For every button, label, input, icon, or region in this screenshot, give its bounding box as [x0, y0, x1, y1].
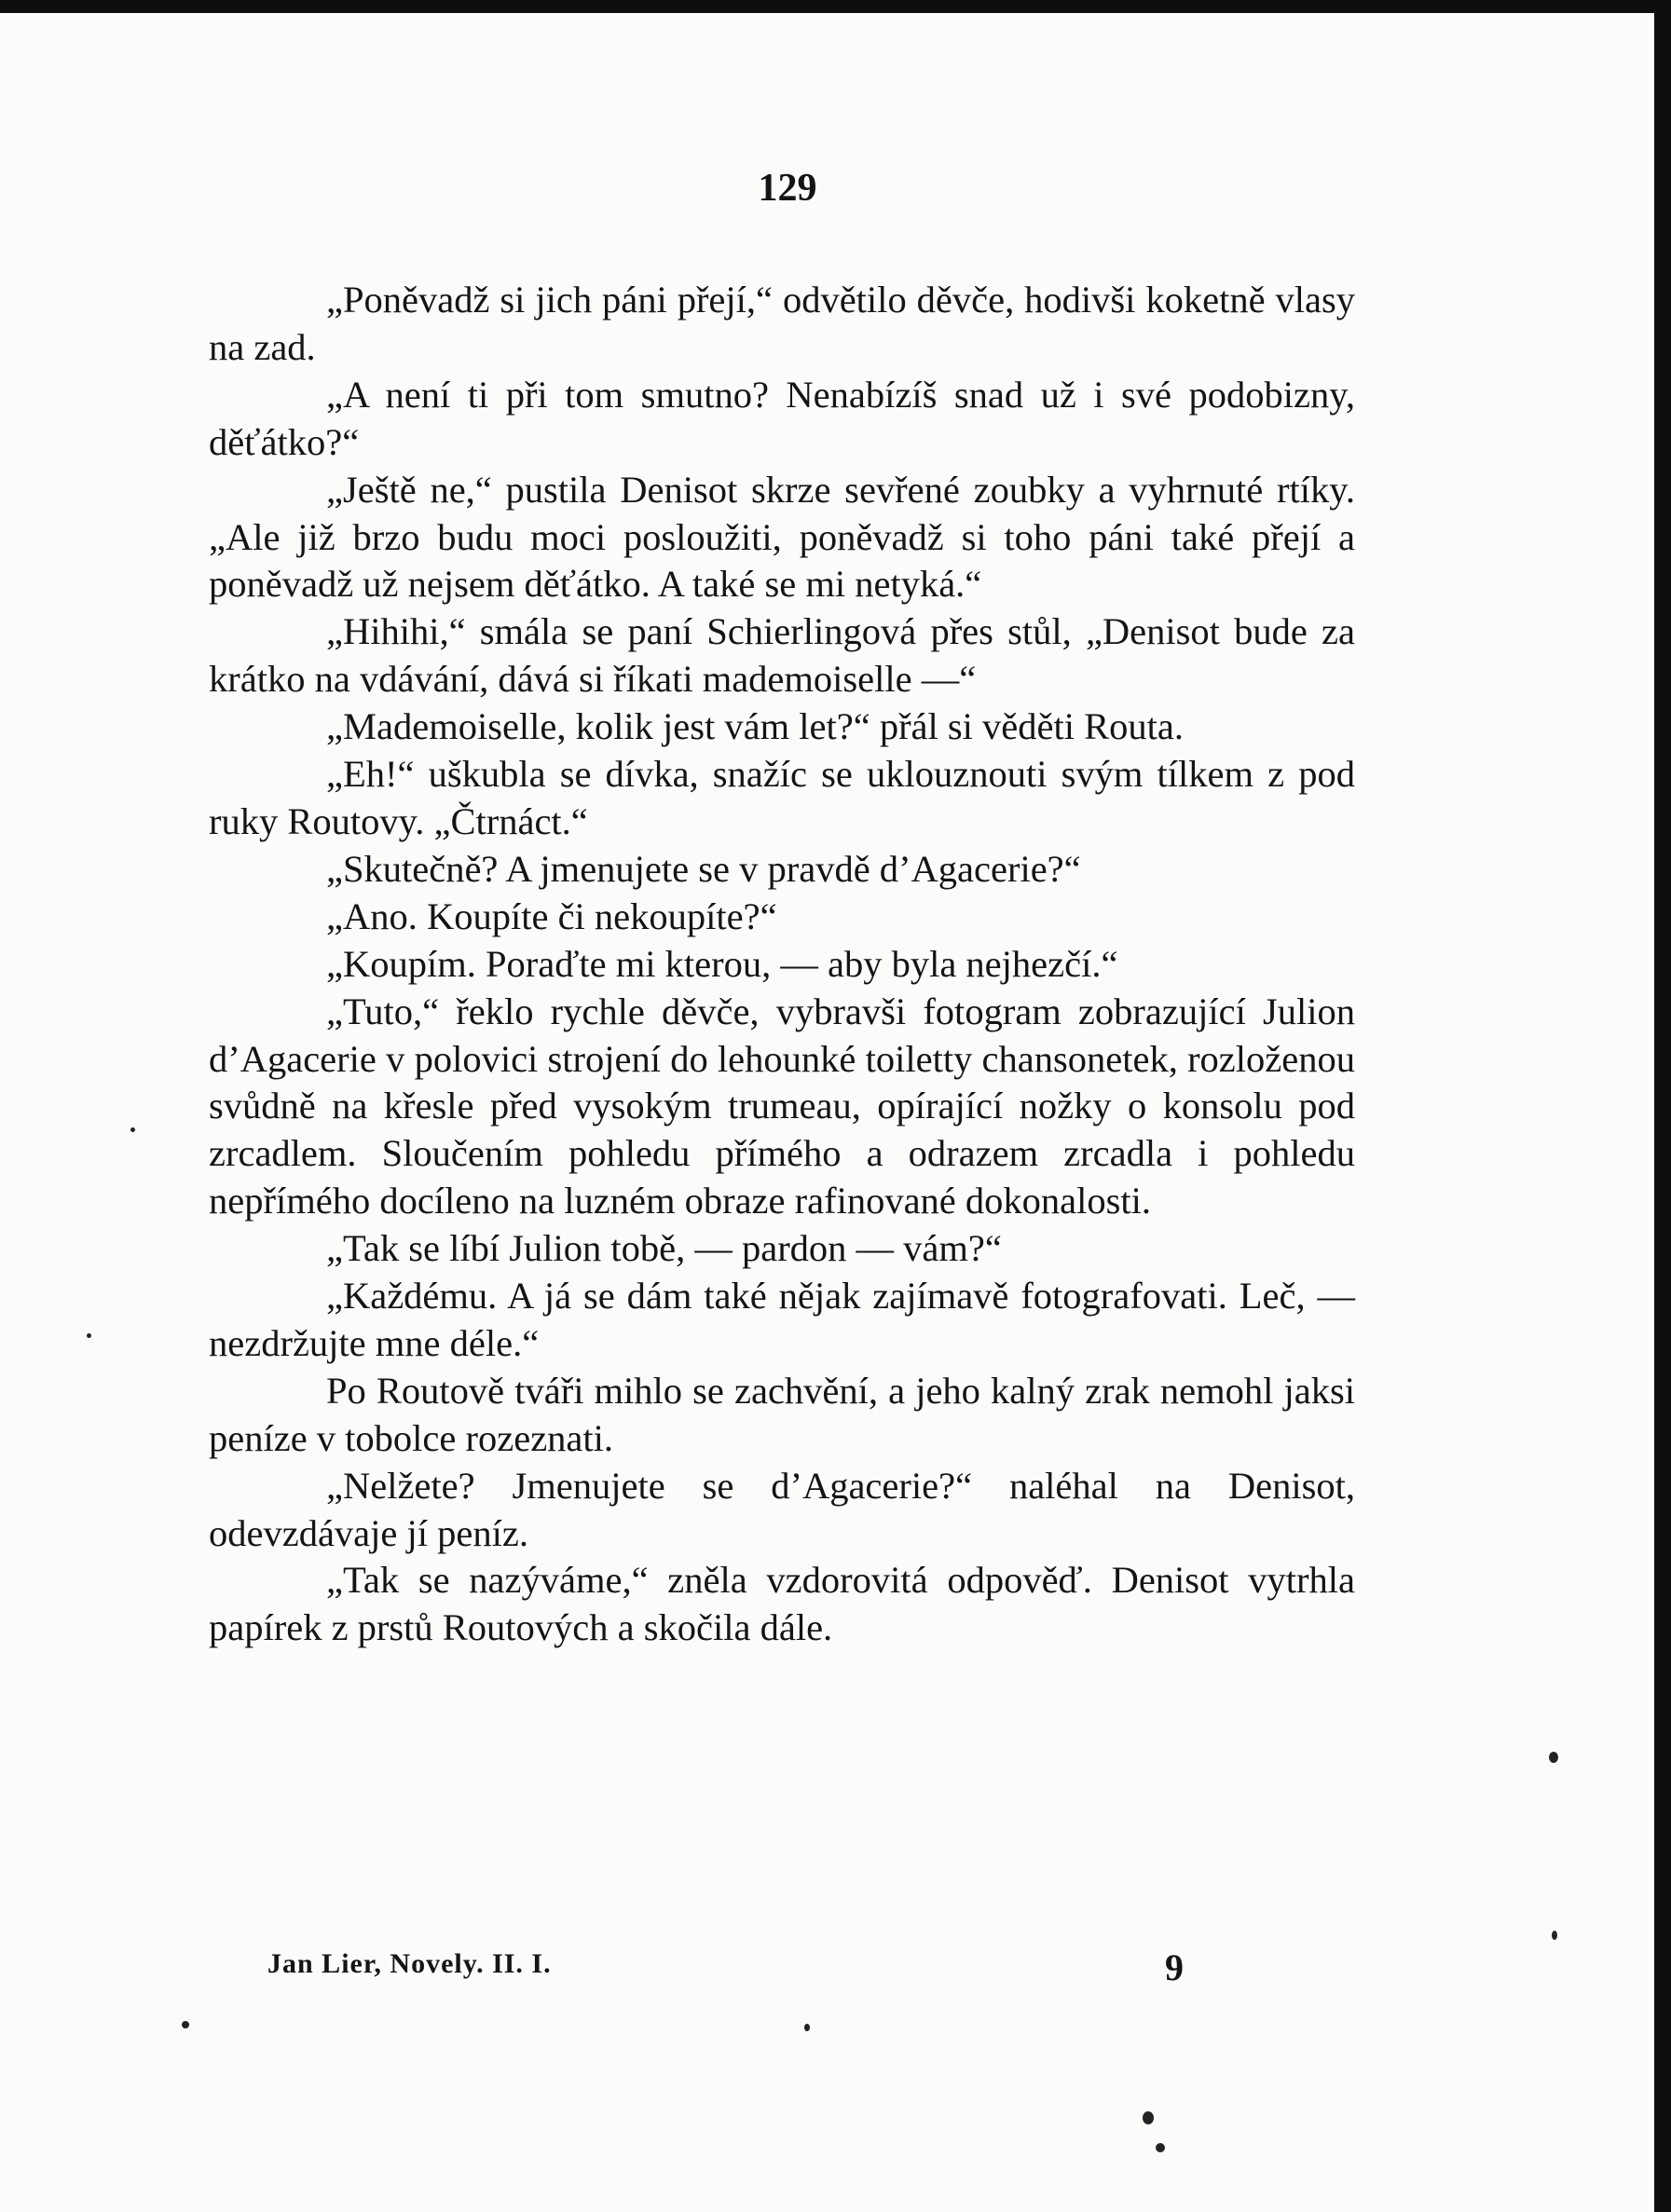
paragraph: Po Routově tváři mihlo se zachvění, a jeho kalný zrak nemohl jaksi peníze v tobolce rozeznati.	[209, 1369, 1355, 1459]
dust-speck	[1552, 1931, 1557, 1940]
paragraph: „Tak se líbí Julion tobě, — pardon — vám?“	[326, 1227, 1002, 1270]
dust-speck	[804, 2024, 810, 2031]
dust-speck	[87, 1333, 91, 1338]
scan-border-top	[0, 0, 1671, 13]
page-number: 129	[758, 167, 817, 210]
printer-signature: Jan Lier, Novely. II. I.	[267, 1948, 552, 1979]
paragraph: „Koupím. Poraďte mi kterou, — aby byla nejhezčí.“	[326, 942, 1118, 985]
paragraph: „A není ti při tom smutno? Nenabízíš snad už i své podobizny, děťátko?“	[209, 373, 1355, 463]
dust-speck	[1549, 1752, 1558, 1763]
paragraph: „Tak se nazýváme,“ zněla vzdorovitá odpověď. Denisot vytrhla papírek z prstů Routových a skočila dále.	[209, 1559, 1355, 1649]
dust-speck	[1156, 2143, 1165, 2152]
book-page	[0, 13, 1654, 2212]
paragraph: „Eh!“ uškubla se dívka, snažíc se uklouznouti svým tílkem z pod ruky Routovy. „Čtrnáct.“	[209, 753, 1355, 842]
paragraph: „Ano. Koupíte či nekoupíte?“	[326, 894, 777, 937]
dust-speck	[182, 2021, 189, 2028]
paragraph: „Poněvadž si jich páni přejí,“ odvětilo děvče, hodivši koketně vlasy na zad.	[209, 279, 1355, 368]
paragraph: „Tuto,“ řeklo rychle děvče, vybravši fotogram zobrazující Julion d’Agacerie v polovici strojení do lehounké toiletty chansonetek, rozloženou svůdně na křesle před vysokým trumeau, opírající nožky o konsolu pod zrcadlem. Sloučením pohledu přímého a odrazem zrcadla i pohledu nepřímého docíleno na luzném obraze rafinované dokonalosti.	[209, 990, 1355, 1222]
dust-speck	[130, 1127, 135, 1132]
paragraph: „Nelžete? Jmenujete se d’Agacerie?“ naléhal na Denisot, odevzdávaje jí peníz.	[209, 1464, 1355, 1554]
paragraph: „Hihihi,“ smála se paní Schierlingová přes stůl, „Denisot bude za krátko na vdávání, dává si říkati mademoiselle —“	[209, 610, 1355, 701]
body-text	[209, 277, 1355, 1652]
paragraph: „Mademoiselle, kolik jest vám let?“ přál si věděti Routa.	[326, 705, 1184, 748]
paragraph: „Ještě ne,“ pustila Denisot skrze sevřené zoubky a vyhrnuté rtíky. „Ale již brzo budu moci posloužiti, poněvadž si toho páni také přejí a poněvadž už nejsem děťátko. A také se mi netyká.“	[209, 468, 1355, 606]
dust-speck	[1143, 2111, 1154, 2124]
paragraph: „Každému. A já se dám také nějak zajímavě fotografovati. Leč, — nezdržujte mne déle.“	[209, 1275, 1355, 1364]
scan-border-right	[1654, 0, 1671, 2212]
paragraph: „Skutečně? A jmenujete se v pravdě d’Agacerie?“	[326, 847, 1081, 890]
sheet-number: 9	[1165, 1946, 1184, 1988]
